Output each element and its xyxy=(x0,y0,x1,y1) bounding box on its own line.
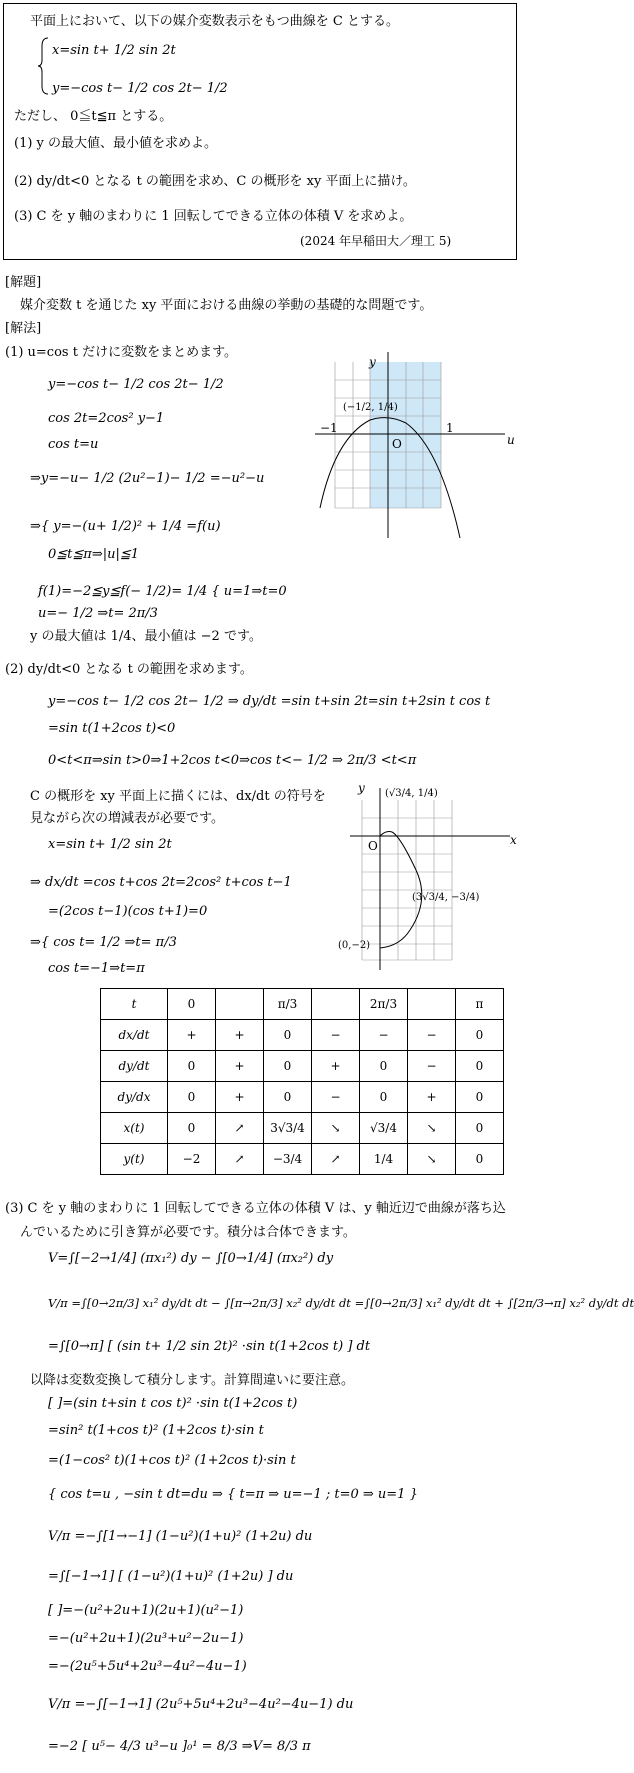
table-cell: ↗ xyxy=(216,1113,264,1144)
p3-note: 以降は変数変換して積分します。計算間違いに要注意。 xyxy=(30,1373,354,1388)
question-2: (2) dy/dt<0 となる t の範囲を求め、C の概形を xy 平面上に描け。 xyxy=(14,174,416,189)
question-3: (3) C を y 軸のまわりに 1 回転してできる立体の体積 V を求めよ。 xyxy=(14,209,413,224)
graph-2 xyxy=(340,780,520,980)
table-cell: 0 xyxy=(456,1144,504,1175)
increase-decrease-table xyxy=(100,988,504,1175)
table-cell: 1/4 xyxy=(360,1144,408,1175)
p3-line: V/π =−∫[1→−1] (1−u²)(1+u)² (1+2u) du xyxy=(48,1529,313,1544)
table-row xyxy=(101,989,504,1020)
p3-line: [ ]=−(u²+2u+1)(2u+1)(u²−1) xyxy=(48,1603,244,1618)
p3-line: V/π =∫[0→2π/3] x₁² dy/dt dt − ∫[π→2π/3] x₂² dy/dt dt =∫[0→2π/3] x₁² dy/dt dt + ∫[2π/3→π] x₂² dy/dt dt xyxy=(48,1296,634,1310)
tick-minus-one: −1 xyxy=(320,421,338,435)
table-cell: 0 xyxy=(360,1051,408,1082)
question-1: (1) y の最大値、最小値を求めよ。 xyxy=(14,136,218,151)
part3-text: (3) C を y 軸のまわりに 1 回転してできる立体の体積 V は、y 軸近辺で曲線が落ち込 xyxy=(5,1201,506,1216)
p1-line: cos t=u xyxy=(48,437,99,452)
table-cell: √3/4 xyxy=(360,1113,408,1144)
table-cell: 0 xyxy=(456,1113,504,1144)
tick-one: 1 xyxy=(446,421,454,435)
param-y: y=−cos t− 1/2 cos 2t− 1/2 xyxy=(52,81,228,96)
table-cell: − xyxy=(312,1020,360,1051)
table-cell: dy/dt xyxy=(101,1051,168,1082)
kaidai-text: 媒介変数 t を通じた xy 平面における曲線の挙動の基礎的な問題です。 xyxy=(20,298,433,313)
axis-y-label: y xyxy=(358,781,365,795)
table-cell: 0 xyxy=(264,1020,312,1051)
part3-text: んでいるために引き算が必要です。積分は合体できます。 xyxy=(20,1225,356,1240)
kaidai-heading: [解題] xyxy=(5,275,42,290)
p2-line: cos t=−1⇒t=π xyxy=(48,961,145,976)
p1-line: u=− 1/2 ⇒t= 2π/3 xyxy=(38,606,158,621)
part1-title: (1) u=cos t だけに変数をまとめます。 xyxy=(5,345,238,360)
table-cell: π xyxy=(456,989,504,1020)
point-top-label: (√3/4, 1/4) xyxy=(385,788,438,799)
table-cell: π/3 xyxy=(264,989,312,1020)
p3-line: [ ]=(sin t+sin t cos t)² ·sin t(1+2cos t) xyxy=(48,1396,298,1411)
table-cell: dy/dx xyxy=(101,1082,168,1113)
p2-text: C の概形を xy 平面上に描くには、dx/dt の符号を xyxy=(30,789,326,804)
p2-line: ⇒ dx/dt =cos t+cos 2t=2cos² t+cos t−1 xyxy=(30,875,292,890)
table-cell: 0 xyxy=(168,1082,216,1113)
table-cell: t xyxy=(101,989,168,1020)
table-cell: 0 xyxy=(456,1020,504,1051)
p2-line: y=−cos t− 1/2 cos 2t− 1/2 ⇒ dy/dt =sin t+sin 2t=sin t+2sin t cos t xyxy=(48,694,491,709)
origin-label: O xyxy=(392,437,402,451)
table-cell: − xyxy=(312,1082,360,1113)
table-cell: 0 xyxy=(360,1082,408,1113)
p3-line: =−2 [ u⁵− 4/3 u³−u ]₀¹ = 8/3 ⇒V= 8/3 π xyxy=(48,1739,311,1754)
table-cell: −3/4 xyxy=(264,1144,312,1175)
table-row xyxy=(101,1051,504,1082)
table-cell xyxy=(216,989,264,1020)
table-cell: ↗ xyxy=(216,1144,264,1175)
p3-line: =−(u²+2u+1)(2u³+u²−2u−1) xyxy=(48,1631,244,1646)
table-cell: − xyxy=(360,1020,408,1051)
table-cell: ↘ xyxy=(312,1113,360,1144)
part2-title: (2) dy/dt<0 となる t の範囲を求めます。 xyxy=(5,662,253,677)
p3-line: V=∫[−2→1/4] (πx₁²) dy − ∫[0→1/4] (πx₂²) dy xyxy=(48,1251,334,1266)
p3-line: =sin² t(1+cos t)² (1+2cos t)·sin t xyxy=(48,1423,264,1438)
p1-line: ⇒{ y=−(u+ 1/2)² + 1/4 =f(u) xyxy=(30,519,221,534)
table-cell: + xyxy=(216,1020,264,1051)
table-cell: ↘ xyxy=(408,1113,456,1144)
table-cell: + xyxy=(408,1082,456,1113)
table-cell: y(t) xyxy=(101,1144,168,1175)
table-cell: ↗ xyxy=(312,1144,360,1175)
p1-conclusion: y の最大値は 1/4、最小値は −2 です。 xyxy=(30,629,262,644)
table-cell: x(t) xyxy=(101,1113,168,1144)
kaiho-heading: [解法] xyxy=(5,321,42,336)
point-right-label: (3√3/4, −3/4) xyxy=(412,892,480,903)
p2-line: x=sin t+ 1/2 sin 2t xyxy=(48,837,172,852)
table-cell: dx/dt xyxy=(101,1020,168,1051)
table-cell: 0 xyxy=(264,1051,312,1082)
p1-line: 0≦t≦π⇒|u|≦1 xyxy=(48,547,140,562)
param-x: x=sin t+ 1/2 sin 2t xyxy=(52,43,176,58)
p1-line: y=−cos t− 1/2 cos 2t− 1/2 xyxy=(48,377,224,392)
axis-x-label: x xyxy=(510,833,517,847)
point-bottom-label: (0,−2) xyxy=(338,940,371,951)
table-cell: 0 xyxy=(168,1113,216,1144)
table-cell: + xyxy=(312,1051,360,1082)
table-row xyxy=(101,1082,504,1113)
table-cell: + xyxy=(216,1051,264,1082)
p2-line: =sin t(1+2cos t)<0 xyxy=(48,721,176,736)
table-cell: ↘ xyxy=(408,1144,456,1175)
table-cell: − xyxy=(408,1051,456,1082)
table-cell: 0 xyxy=(456,1051,504,1082)
table-cell: 0 xyxy=(168,1051,216,1082)
table-row xyxy=(101,1020,504,1051)
p2-line: ⇒{ cos t= 1/2 ⇒t= π/3 xyxy=(30,935,177,950)
table-cell xyxy=(408,989,456,1020)
table-cell: − xyxy=(408,1020,456,1051)
graph-1 xyxy=(315,348,520,538)
p3-line: =−(2u⁵+5u⁴+2u³−4u²−4u−1) xyxy=(48,1659,247,1674)
axis-u-label: u xyxy=(507,433,515,447)
table-cell: 0 xyxy=(168,989,216,1020)
table-cell: −2 xyxy=(168,1144,216,1175)
p3-line: V/π =−∫[−1→1] (2u⁵+5u⁴+2u³−4u²−4u−1) du xyxy=(48,1697,354,1712)
p3-line: =∫[−1→1] [ (1−u²)(1+u)² (1+2u) ] du xyxy=(48,1569,294,1584)
p2-line: 0<t<π⇒sin t>0⇒1+2cos t<0⇒cos t<− 1/2 ⇒ 2π/3 <t<π xyxy=(48,753,417,768)
p1-line: f(1)=−2≦y≦f(− 1/2)= 1/4 { u=1⇒t=0 xyxy=(38,584,287,599)
vertex-label: (−1/2, 1/4) xyxy=(343,402,398,413)
p3-line: =∫[0→π] [ (sin t+ 1/2 sin 2t)² ·sin t(1+2cos t) ] dt xyxy=(48,1339,371,1354)
table-cell: + xyxy=(168,1020,216,1051)
table-cell: 0 xyxy=(456,1082,504,1113)
table-cell: 2π/3 xyxy=(360,989,408,1020)
table-cell: 0 xyxy=(264,1082,312,1113)
p1-line: ⇒y=−u− 1/2 (2u²−1)− 1/2 =−u²−u xyxy=(30,471,265,486)
source: (2024 年早稲田大／理工 5) xyxy=(300,234,452,248)
p2-line: =(2cos t−1)(cos t+1)=0 xyxy=(48,904,208,919)
problem-intro: 平面上において、以下の媒介変数表示をもつ曲線を C とする。 xyxy=(30,14,399,29)
origin-label: O xyxy=(368,839,378,853)
table-cell xyxy=(312,989,360,1020)
table-row xyxy=(101,1113,504,1144)
condition: ただし、 0≦t≦π とする。 xyxy=(14,109,173,124)
p2-text: 見ながら次の増減表が必要です。 xyxy=(30,811,224,826)
p3-line: { cos t=u , −sin t dt=du ⇒ { t=π ⇒ u=−1 ; t=0 ⇒ u=1 } xyxy=(48,1487,418,1502)
table-cell: 3√3/4 xyxy=(264,1113,312,1144)
table-cell: + xyxy=(216,1082,264,1113)
p3-line: =(1−cos² t)(1+cos t)² (1+2cos t)·sin t xyxy=(48,1453,296,1468)
axis-y-label: y xyxy=(369,355,376,369)
brace xyxy=(38,36,50,96)
p1-line: cos 2t=2cos² y−1 xyxy=(48,411,165,426)
table-row xyxy=(101,1144,504,1175)
